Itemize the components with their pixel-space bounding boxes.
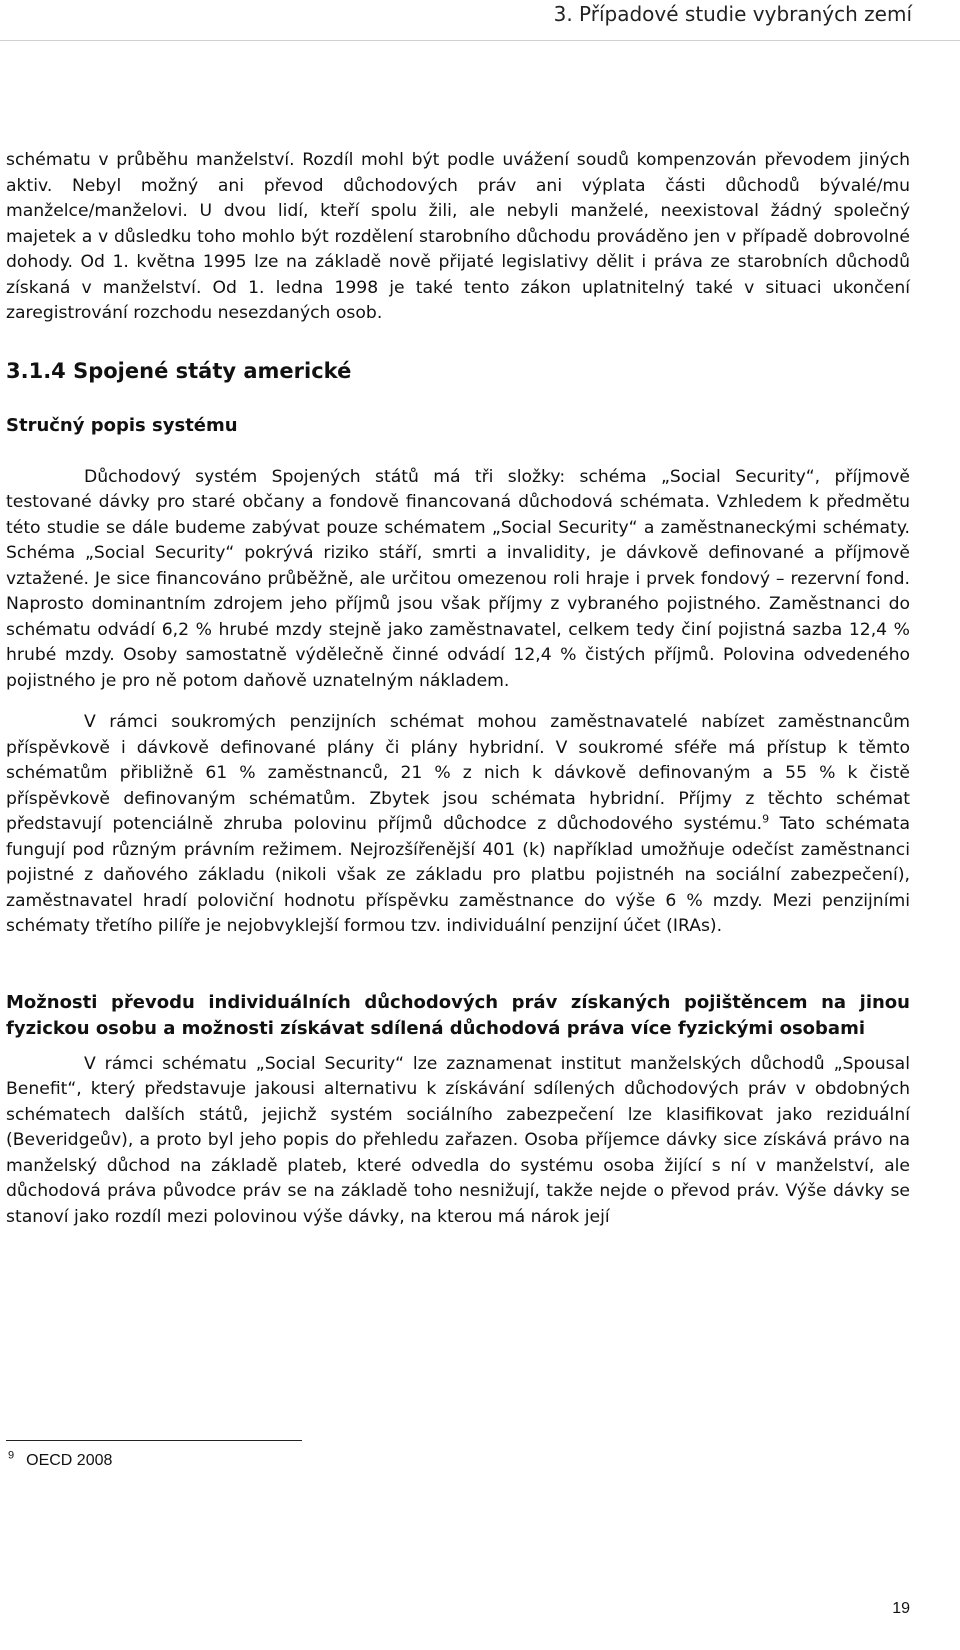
subsection-heading: Stručný popis systému [6,414,238,436]
section-heading: 3.1.4 Spojené státy americké [6,358,352,383]
page-body [6,148,910,1230]
paragraph-private-schemes [6,710,910,940]
paragraph-marriage-assets: schématu v průběhu manželství. Rozdíl mohl být podle uvážení soudů kompenzován převodem jiných aktiv. Nebyl možný ani převod důchodových práv ani výplata části důchodů bývalé/mu manželce/manželovi. U dvou lidí, kteří spolu žili, ale nebyli manželé, neexistoval žádný společný majetek a v důsledku toho mohlo být rozdělení starobního důchodu prováděno jen v případě dobrovolné dohody. Od 1. května 1995 lze na základě nově přijaté legislativy dělit i práva ze starobních důchodů získaná v manželství. Od 1. ledna 1998 je také tento zákon uplatnitelný také v situaci ukončení zaregistrování rozchodu nesezdaných osob. [6,150,910,323]
footnote-text: OECD 2008 [26,1452,113,1469]
running-header: 3. Případové studie vybraných zemí [553,2,912,26]
paragraph-system-overview: Důchodový systém Spojených států má tři složky: schéma „Social Security“, příjmově testované dávky pro staré občany a fondově financovaná důchodová schémata. Vzhledem k předmětu této studie se dále budeme zabývat pouze schématem „Social Security“ a zaměstnaneckými schématy. Schéma „Social Security“ pokrývá riziko stáří, smrti a invalidity, je dávkově definované a příjmově vztažené. Je sice financováno průběžně, ale určitou omezenou roli hraje i prvek fondový – rezervní fond. Naprosto dominantním zdrojem jeho příjmů jsou však příjmy z vybraného pojistného. Zaměstnanci do schématu odvádí 6,2 % hrubé mzdy stejně jako zaměstnavatel, celkem tedy činí pojistná sazba 12,4 % hrubé mzdy. Osoby samostatně výdělečně činné odvádí 12,4 % čistých příjmů. Polovina odvedeného pojistného je pro ně potom daňově uznatelným nákladem. [6,466,910,691]
footnote-reference[interactable]: 9 [762,812,770,826]
paragraph-spousal-benefit: V rámci schématu „Social Security“ lze zaznamenat institut manželských důchodů „Spousal Benefit“, který představuje jakousi alternativu k získávání sdílených důchodových práv v obdobných schématech dalších států, jejichž systém sociálního zabezpečení lze klasifikovat jako reziduální (Beveridgeův), a proto byl jeho popis do přehledu zařazen. Osoba příjemce dávky sice získává právo na manželský důchod na základě plateb, které odvedla do systému osoba žijící s ní v manželství, ale důchodová práva původce práv se na základě toho nesnižují, takže nejde o převod práv. Výše dávky se stanoví jako rozdíl mezi polovinou výše dávky, na kterou má nárok její [6,1053,910,1227]
footnote-divider [6,1440,302,1441]
paragraph-text: Tato schémata fungují pod různým právním režimem. Nejrozšířenější 401 (k) například umožňuje odečíst zaměstnanci pojistné z daňového základu (nikoli však ze základu pro platbu pojistnéh na sociální zabezpečení), zaměstnavatel hradí poloviční hodnotu příspěvku zaměstnance do výše 6 % mzdy. Mezi penzijními schématy třetího pilíře je nejobvyklejší formou tzv. individuální penzijní účet (IRAs). [6,814,910,936]
header-divider [0,40,960,41]
footnote [8,1449,113,1470]
paragraph-text: V rámci soukromých penzijních schémat mohou zaměstnavatelé nabízet zaměstnancům příspěvkově i dávkově definované plány či plány hybridní. V soukromé sféře má přístup k těmto schématům přibližně 61 % zaměstnanců, 21 % z nich k dávkově definovaným a 55 % k čistě příspěvkově definovaným schématům. Zbytek jsou schémata hybridní. Příjmy z těchto schémat představují potenciálně zhruba polovinu příjmů důchodce z důchodového systému. [6,712,910,834]
page-number: 19 [892,1600,910,1617]
bold-heading-transfer-rights: Možnosti převodu individuálních důchodových práv získaných pojištěncem na jinou fyzickou osobu a možnosti získávat sdílená důchodová práva více fyzickými osobami [6,991,910,1039]
footnote-number: 9 [8,1449,15,1462]
